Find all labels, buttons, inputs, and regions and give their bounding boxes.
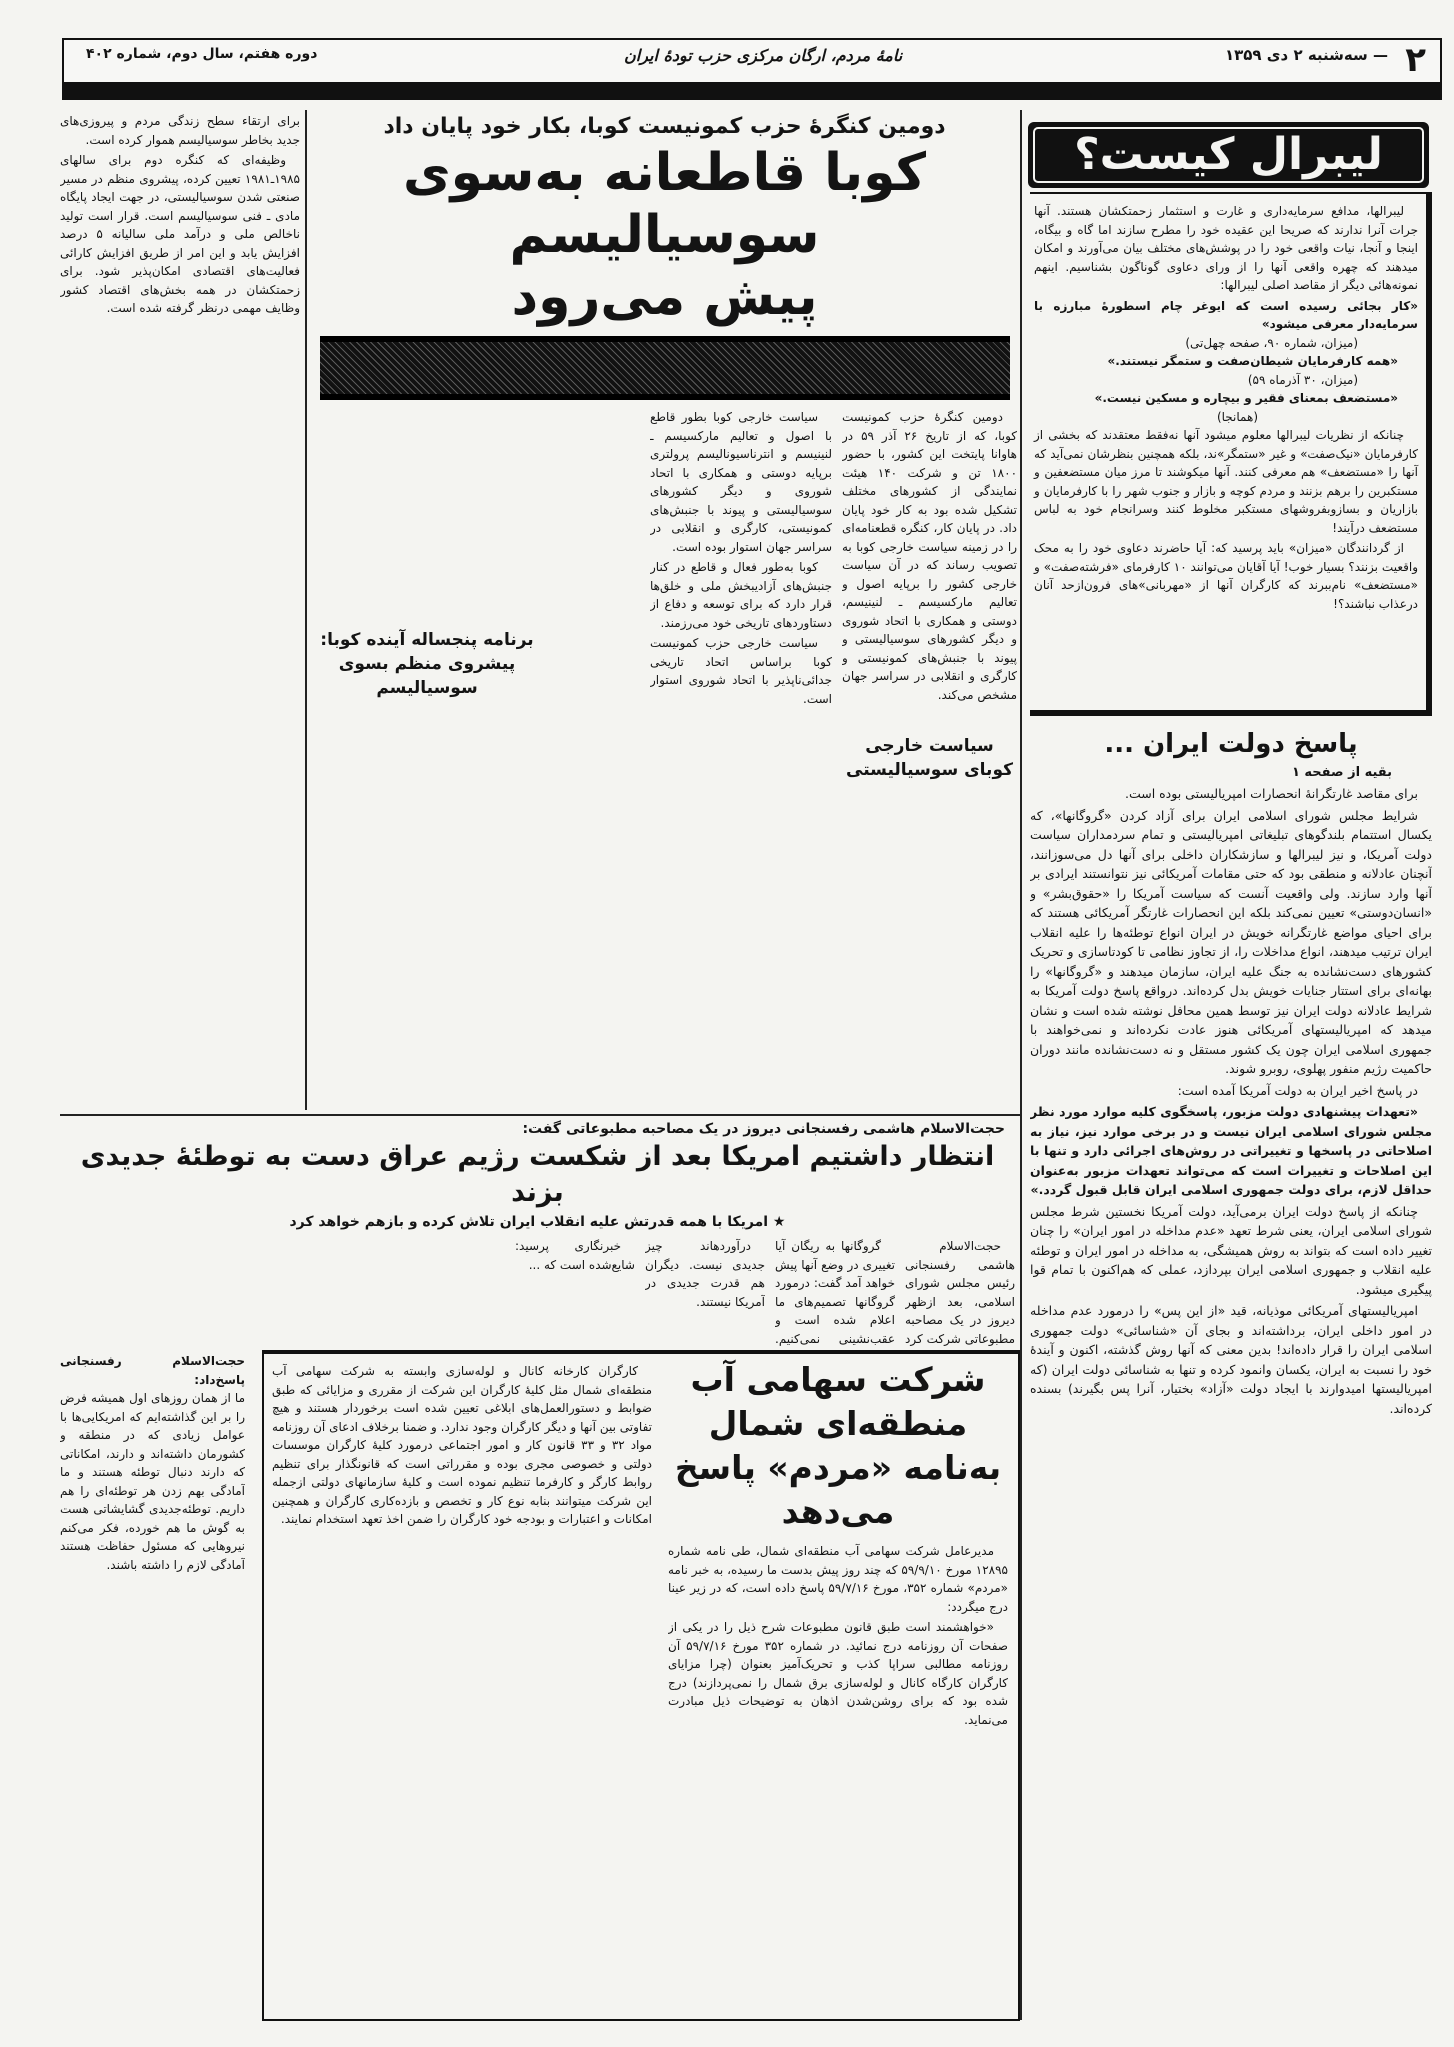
liberal-title: لیبرال کیست؟ (1033, 127, 1424, 183)
speaker-label: حجت‌الاسلام رفسنجانی پاسخ‌داد: (60, 1354, 245, 1387)
paragraph: درآوردهاند چیز جدیدی نیست. دیگران هم قدرت جدیدی در آمریکا نیستند. (645, 1239, 765, 1309)
paragraph: لیبرالها، مدافع سرمایه‌داری و غارت و استثمار زحمتکشان هستند. آنها جرات آنرا ندارند که صریحا این عقیده خود را مطرح سازند اما گاه و بیگاه، اینجا و آنجا، نیات واقعی خود را در پوشش‌های مختلف بیان می‌آورند و امکان میدهند که چهره واقعی آنها را از ورای دعاوی گوناگون بشناسیم. اینهم نمونه‌هائی دیگر از مقاصد اصلی لیبرالها: (1034, 204, 1418, 292)
cuba-headline-2: پیش می‌رود (511, 267, 818, 327)
subhead-five-year-plan: برنامه پنجساله آینده کوبا: پیشروی منظم بسوی سوسیالیسم (320, 630, 534, 698)
issue-info: دوره هفتم، سال دوم، شماره ۴۰۲ (86, 46, 318, 62)
paragraph: امپریالیستهای آمریکائی موذیانه، قید «از این پس» را درمورد عدم مداخله در امور داخلی ایران، برداشته‌اند و بجای آن «شناسائی» دولت جمهوری اسلامی ایران را قرار داده‌اند! بدین معنی که آنها روش گذشته، اکنون و آیندهٔ خود را نسبت به ایران، یکسان وانمود کرده و تنها به شناسائی دولت ایران (که امپریالیستها امیدوارند با ایجاد دولت «آزاد» بختیار، آنرا پس بگیرند) بسنده کرده‌اند. (1030, 1303, 1432, 1416)
cuba-kicker: دومین کنگرهٔ حزب کمونیست کوبا، بکار خود پایان داد (383, 114, 946, 139)
cuba-columns (312, 408, 1017, 1107)
continued-label: بقیه از صفحه ۱ (1291, 765, 1392, 780)
page-number: ۲ (1405, 40, 1426, 80)
quote: «کار بجائی رسیده است که ایوغر چام اسطورهٔ مبارزه با سرمایه‌دار معرفی میشود» (1034, 298, 1418, 331)
cuba-column-1 (842, 408, 1017, 1107)
paragraph: از گردانندگان «میزان» باید پرسید که: آیا حاضرند دعاوی خود را به محک واقعیت بزنند؟ بسیار خوب! آیا آقایان می‌توانند ۱۰ کارفرمای «فرشته‌صفت» و «مستضعف» نام‌ببرند که کارگران آنها از «مهربانی»‌های فرون‌ازحد آنان درعذاب نباشند؟! (1034, 541, 1418, 611)
rafsanjani-columns (60, 1237, 1015, 1347)
section-rule (60, 1114, 1020, 1116)
rafsanjani-column-1 (905, 1237, 1015, 1347)
paragraph: دومین کنگرهٔ حزب کمونیست کوبا، که از تاریخ ۲۶ آذر ۵۹ در هاوانا پایتخت این کشور، با حضور ۱۸۰۰ تن و شرکت ۱۴۰ هیئت نمایندگی از کشورهای مختلف تشکیل شده بود به کار خود پایان داد. در پایان کار، کنگره قطعنامه‌ای را در زمینه سیاست خارجی کوبا به تصویب رساند که در آن سیاست خارجی کشور را برپایه اصول و تعالیم مارکسیسم ـ لنینیسم، دوستی و همکاری با اتحاد شوروی و دیگر کشورهای سوسیالیستی و پیوند با جنبش‌های کمونیستی و کارگری و انقلابی در سراسر جهان مشخص می‌کند. (842, 410, 1017, 702)
paragraph: «خواهشمند است طبق قانون مطبوعات شرح ذیل را در یکی از صفحات آن روزنامه درج نمائید. در شماره ۳۵۲ مورخ ۵۹/۷/۱۶ آن روزنامه مطالبی سراپا کذب و تحریک‌آمیز بعنوان (چرا مزایای کارگران کارگاه کانال و لوله‌سازی برق شمال را نمی‌پردازند) درج شده بود که برای روشن‌شدن اذهان به توضیحات ذیل مبادرت می‌نماید. (668, 1620, 1008, 1727)
paragraph: خبرنگاری پرسید: شایع‌شده است که ... (515, 1239, 635, 1272)
cuba-deck-box (320, 336, 1010, 400)
water-article-right (668, 1358, 1008, 2008)
column-rule (1020, 110, 1022, 2020)
paragraph: سیاست خارجی کوبا بطور قاطع با اصول و تعالیم مارکسیسم ـ لنینیسم و انترناسیونالیسم پرولتری برپایه دوستی و همکاری با اتحاد شوروی و دیگر کشورهای سوسیالیستی و پیوند با جنبش‌های کمونیستی، کارگری و انقلابی در سراسر جهان استوار بوده است. (650, 410, 832, 554)
quote-source: (میزان، شماره ۹۰، صفحه چهل‌تی) (1185, 335, 1358, 350)
rafsanjani-column-4 (515, 1237, 635, 1347)
masthead: نامهٔ مردم، ارگان مرکزی حزب تودهٔ ایران (624, 46, 903, 65)
column-rule (305, 110, 307, 1110)
water-body-left (272, 1362, 652, 2007)
paragraph: برای ارتقاء سطح زندگی مردم و پیروزی‌های جدید بخاطر سوسیالیسم هموار کرده است. (60, 114, 300, 147)
paragraph: چنانکه از پاسخ دولت ایران برمی‌آید، دولت آمریکا نخستین شرط مجلس شورای اسلامی ایران، یعنی شرط تعهد «عدم مداخله در امور ایران» را چنان تغییر داده است که بتواند به روش همیشگی، به مداخله در امور ایران و توطئه علیه انقلاب و جمهوری اسلامی ایران بپردازد، عملی که هم‌اکنون با تمام قوا پیگیری میشود. (1030, 1203, 1432, 1297)
subhead-foreign-policy: سیاست خارجی کوبای سوسیالیستی (846, 736, 1013, 780)
quote-source: (میزان، ۳۰ آذرماه ۵۹) (1247, 372, 1358, 387)
iran-response-article (1030, 726, 1432, 2018)
star-icon: ★ (768, 1214, 786, 1230)
header-bar (64, 82, 1440, 98)
rafsanjani-headline: انتظار داشتیم امریکا بعد از شکست رژیم عراق دست به توطئهٔ جدیدی بزند (80, 1141, 995, 1208)
cuba-column-2 (650, 408, 832, 1107)
paragraph: مدیرعامل شرکت سهامی آب منطقه‌ای شمال، طی نامه شماره ۱۲۸۹۵ مورخ ۵۹/۹/۱۰ که چند روز پیش بدست ما رسیده، به خبر نامه «مردم» شماره ۳۵۲، مورخ ۵۹/۷/۱۶ پاسخ داده است، که در زیر عینا درج میگردد: (668, 1544, 1008, 1614)
cuba-headline: کوبا قاطعانه به‌سوی سوسیالیسم (402, 143, 927, 265)
cuba-article (312, 112, 1017, 1107)
rafsanjani-left-column (60, 1352, 245, 2015)
paragraph: «تعهدات پیشنهادی دولت مزبور، پاسخگوی کلیه موارد مورد نظر مجلس شورای اسلامی ایران نیست و در برخی موارد نیز، نیاز به اصلاحاتی در پاسخها و تغییراتی در روش‌های اجرائی دارد و تنها با این اصلاحات و تغییرات است که می‌تواند تعهدات مزبور به‌عنوان حداقل لازم، برای دولت جمهوری اسلامی ایران قابل قبول گردد.» (1030, 1104, 1432, 1197)
paragraph: سیاست خارجی حزب کمونیست کوبا براساس اتحاد تاریخی جدائی‌ناپذیر با اتحاد شوروی استوار است. (650, 636, 832, 706)
water-headline: شرکت سهامی آب منطقه‌ای شمال به‌نامه «مردم» پاسخ می‌دهد (674, 1360, 1002, 1531)
rafsanjani-column-spacer (60, 1237, 505, 1347)
paragraph: در پاسخ اخیر ایران به دولت آمریکا آمده است: (1177, 1082, 1418, 1098)
rafsanjani-article (60, 1119, 1015, 1347)
paragraph: وظیفه‌ای که کنگره دوم برای سالهای ۱۹۸۵ـ۱۹۸۱ تعیین کرده، پیشروی منظم در مسیر صنعتی شدن سوسیالیستی، در جهت ایجاد پایگاه مادی ـ فنی سوسیالیسم است. قرار است تولید ناخالص ملی و درآمد ملی سالیانه ۵ درصد افزایش یابد و این امر از طریق افزایش کارائی فعالیت‌های اقتصادی امکان‌پذیر شود. برای زحمتکشان در همه بخش‌های اقتصاد کشور وظایف مهمی درنظر گرفته شده است. (60, 153, 300, 315)
rafsanjani-column-2 (775, 1237, 895, 1347)
iran-response-title: پاسخ دولت ایران ... (1104, 729, 1358, 759)
liberal-box (1030, 192, 1432, 716)
quote-source: (همانجا) (1216, 409, 1258, 424)
deck-text: امریکا با همه قدرتش علیه انقلاب ایران تلاش کرده و بازهم خواهد کرد (289, 1214, 769, 1230)
newspaper-header (62, 38, 1442, 100)
issue-date: — سه‌شنبه ۲ دی ۱۳۵۹ (1224, 46, 1388, 64)
rafsanjani-deck (60, 1211, 1015, 1233)
cuba-column-3 (312, 408, 640, 1107)
liberal-title-box (1028, 122, 1429, 188)
rafsanjani-column-3 (645, 1237, 765, 1347)
paragraph: شرایط مجلس شورای اسلامی ایران برای آزاد کردن «گروگانها»، که یکسال استتمام بلندگوهای تبلیغاتی امپریالیستی و تمام سردمداران سیاست دولت آمریکا، و نیز لیبرالها و سازشکاران داخلی برای آنها دل می‌سوزانند، آنچنان عادلانه و منطقی بود که حتی مقامات آمریکائی نیز نتوانستند ایرادی بر آنها وارد سازند. ولی واقعیت آنست که سیاست آمریکا را «حقوق‌بشر» و «انسان‌دوستی» تعیین نمی‌کند بلکه این انحصارات غارتگر آمریکائی هستند که برای احیای مواضع غارتگرانه خویش در ایران انواع توطئه‌ها را علیه انقلاب ایران ترتیب میدهند، انواع مداخلات را، از تجاوز نظامی تا کودتاسازی و تحریک کشورهای دست‌نشانده به جنگ علیه ایران، سازمان میدهند و «گروگانها» را بهانه‌ای برای استتار جنایات خویش بدل کرده‌اند. درواقع پاسخ دولت آمریکا به شرایط عادلانه دولت ایران نیز توسط همین محافل نوشته شده است و نشان میدهد که امپریالیستهای آمریکائی هنوز عادت نکرده‌اند و نمی‌خواهند با جمهوری اسلامی ایران چون یک کشور مستقل و نه دست‌نشانده مانند دوران حاکمیت رژیم منفور پهلوی، روبرو شوند. (1030, 807, 1432, 1076)
paragraph: کارگران کارخانه کانال و لوله‌سازی وابسته به شرکت سهامی آب منطقه‌ای شمال مثل کلیهٔ کارگران این شرکت از مقرری و مزایائی که طبق ضوابط و دستورالعمل‌های ابلاغی تعیین شده است برخوردار هستند و هیچ تفاوتی بین آنها و دیگر کارگران وجود ندارد. و ضمنا برخلاف ادعای آن روزنامه مواد ۳۲ و ۳۳ قانون کار و امور اجتماعی درمورد کلیهٔ کارگران موسسات دولتی و خصوصی مجری بوده و مقرراتی است که قانونگذار برای تنظیم روابط کارگر و کارفرما تنظیم نموده است و کلیهٔ سازمانهای دولتی ازجمله این شرکت میتوانند بنابه نوع کار و تخصص و بازده‌کاری کارگران و همچنین امکانات و اعتبارات و بودجه خود کارگران را ضمن اخذ تعهد استخدام نمایند. (272, 1364, 652, 1526)
paragraph: حجت‌الاسلام هاشمی رفسنجانی رئیس مجلس شورای اسلامی، بعد ازظهر دیروز در یک مصاحبه مطبوعاتی شرکت کرد (905, 1239, 1015, 1346)
quote: «همه کارفرمایان شیطان‌صفت و ستمگر نیستند.» (1107, 354, 1398, 368)
paragraph: چنانکه از نظریات لیبرالها معلوم میشود آنها نه‌فقط معتقدند که بخشی از کارفرمایان «نیک‌صفت» و غیر «ستمگر»ند، بلکه همچنین بنظرشان نمی‌آید که آنها را «مستضعف» هم معرفی کنند. آنها میکوشند تا مرز میان مستضعفین و مستکبرین را برهم بزنند و مردم کوچه و بازار و جنوب شهر را با کارفرمایان و بازاریان و بساز‌وبفروشهای مستکبر مخلوط کنند وسرانجام خود به لباس مستضعف درآیند! (1034, 428, 1418, 535)
water-body-right (668, 1542, 1008, 2008)
paragraph: کوبا به‌طور فعال و قاطع در کنار جنبش‌های آزادیبخش ملی و خلق‌ها قرار دارد که برای توسعه و دفاع از دستاوردهای تاریخی خود می‌رزمند. (650, 560, 832, 630)
paragraph: گروگانها به ریگان آیا تغییری در وضع آنها پیش خواهد آمد گفت: درمورد گروگانها تصمیم‌های ما اعلام شده است و عقب‌نشینی نمی‌کنیم. (775, 1239, 895, 1346)
rafsanjani-kicker: حجت‌الاسلام هاشمی رفسنجانی دیروز در یک مصاحبه مطبوعاتی گفت: (522, 1121, 1005, 1137)
paragraph: ما از همان روزهای اول همیشه فرض را بر این گذاشته‌ایم که امریکایی‌ها با عوامل زیادی که در منطقه و کشورمان داشته‌اند و دارند، امکاناتی که دارند دنبال توطئه هستند و ما آمادگی بهم زدن هر توطئه‌ای را هم داریم. توطئه‌جدیدی گشایشاتی هست به گوش ما هم خورده، فکر می‌کنم نیروهایی که مسئول حفاظت هستند آمادگی لازم را داشته باشند. (60, 1391, 245, 1572)
paragraph: برای مقاصد غارتگرانهٔ انحصارات امپریالیستی بوده است. (1124, 786, 1418, 801)
cuba-left-column (60, 112, 300, 1102)
iran-response-body (1030, 784, 1432, 2018)
quote: «مستضعف بمعنای فقیر و بیچاره و مسکین نیست.» (1094, 391, 1398, 405)
